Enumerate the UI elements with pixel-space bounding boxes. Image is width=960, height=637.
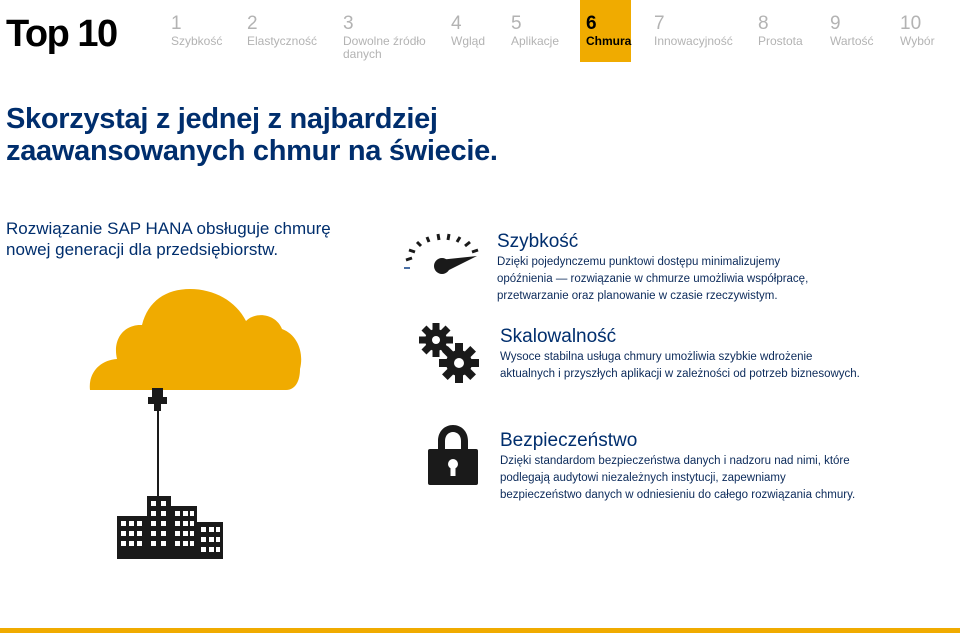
nav-item-2[interactable] <box>247 0 317 62</box>
feature-description: Wysoce stabilna usługa chmury umożliwia szybkie wdrożenie aktualnych i przyszłych aplikacji w zależności od potrzeb biznesowych. <box>500 351 860 380</box>
nav-item-1[interactable] <box>171 0 222 62</box>
gears-icon <box>418 322 480 384</box>
nav-item-label: Wgląd <box>451 34 486 48</box>
nav-item-label: Wartość <box>830 34 874 48</box>
nav-item-number: 8 <box>758 13 769 34</box>
nav-item-label: Aplikacje <box>511 34 560 48</box>
page-subheadline: Rozwiązanie SAP HANA obsługuje chmurę nowej generacji dla przedsiębiorstw. <box>6 219 331 259</box>
cloud-icon <box>90 289 301 390</box>
page-headline: Skorzystaj z jednej z najbardziej zaawansowanych chmur na świecie. <box>6 103 498 167</box>
padlock-icon <box>426 423 480 485</box>
nav-item-label: Szybkość <box>171 34 223 48</box>
office-buildings-icon <box>117 496 223 559</box>
feature-description: Dzięki standardom bezpieczeństwa danych i nadzoru nad nimi, które podlegają audytowi niezależnych instytucji, zapewniamy bezpieczeństwo danych w odniesieniu do całego rozwiązania chmury. <box>500 455 856 501</box>
nav-item-label: Wybór <box>900 34 935 48</box>
feature-description: Dzięki pojedynczemu punktowi dostępu minimalizujemy opóźnienia — rozwiązanie w chmurze umożliwia współpracę, przetwarzanie oraz planowanie w czasie rzeczywistym. <box>497 256 809 302</box>
nav-item-3[interactable] <box>343 0 433 62</box>
nav-item-number: 10 <box>900 13 922 34</box>
feature-title: Bezpieczeństwo <box>500 430 638 451</box>
nav-item-4[interactable] <box>451 0 485 62</box>
nav-item-number: 9 <box>830 13 841 34</box>
nav-item-6-active[interactable] <box>580 0 631 62</box>
speedometer-icon <box>401 232 485 274</box>
nav-item-number: 4 <box>451 13 462 34</box>
nav-item-number: 6 <box>586 13 597 34</box>
nav-item-label: Innowacyjność <box>654 34 733 48</box>
nav-item-label: Elastyczność <box>247 34 318 48</box>
brand-title: Top 10 <box>6 13 117 55</box>
nav-item-label: Chmura <box>586 34 632 48</box>
nav-item-number: 7 <box>654 13 665 34</box>
feature-security <box>500 430 860 504</box>
nav-item-number: 3 <box>343 13 354 34</box>
top-navigation-bar <box>0 0 960 62</box>
feature-title: Skalowalność <box>500 326 617 347</box>
nav-item-7[interactable] <box>654 0 733 62</box>
feature-speed <box>497 231 817 305</box>
nav-item-9[interactable] <box>830 0 874 62</box>
feature-scalability <box>500 326 860 383</box>
nav-item-number: 2 <box>247 13 258 34</box>
nav-item-label: Prostota <box>758 34 803 48</box>
nav-item-number: 1 <box>171 13 182 34</box>
nav-item-5[interactable] <box>511 0 559 62</box>
nav-item-10[interactable] <box>900 0 935 62</box>
feature-title: Szybkość <box>497 231 579 252</box>
plug-connector-icon <box>148 388 167 500</box>
nav-item-8[interactable] <box>758 0 803 62</box>
nav-item-number: 5 <box>511 13 522 34</box>
nav-item-label: Dowolne źródło danych <box>343 34 426 61</box>
bottom-divider <box>0 628 960 633</box>
cloud-buildings-illustration <box>86 287 306 562</box>
